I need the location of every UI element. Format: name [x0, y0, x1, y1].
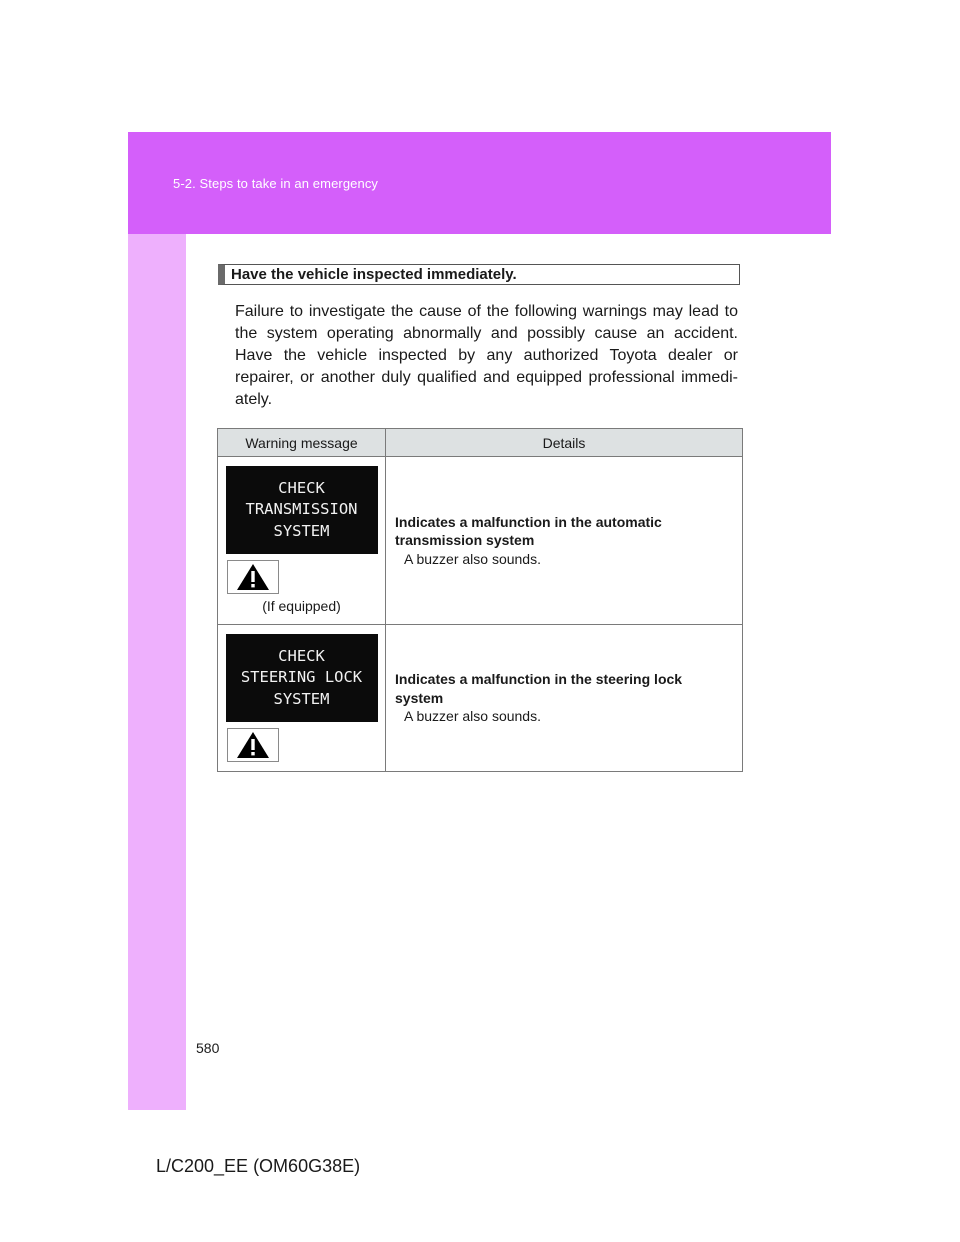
display-message-screen: CHECK TRANSMISSION SYSTEM — [226, 466, 378, 554]
warning-triangle-icon — [227, 560, 279, 594]
warning-message-cell — [218, 625, 386, 772]
equipment-note: (If equipped) — [262, 598, 341, 614]
detail-note: A buzzer also sounds. — [404, 708, 541, 725]
table-header-row — [218, 429, 743, 457]
chapter-header-band — [128, 132, 831, 234]
warning-table — [217, 428, 743, 772]
side-margin-band — [128, 234, 186, 1110]
detail-title: Indicates a malfunction in the automatic transmission system — [395, 513, 662, 549]
column-header-warning-message: Warning message — [218, 429, 386, 457]
table-row — [218, 625, 743, 772]
intro-paragraph: Failure to investigate the cause of the following warnings may lead to the system operating abnormally and possibly cause an accident. Have the vehicle inspected by any authorized Toyota dealer or repairer, or another duly qualified and equipped professional immedi-ately. — [235, 303, 738, 408]
warning-message-cell — [218, 457, 386, 625]
section-heading: Have the vehicle inspected immediately. — [218, 264, 740, 285]
page-number: 580 — [196, 1040, 220, 1056]
detail-note: A buzzer also sounds. — [404, 550, 541, 567]
column-header-details: Details — [386, 429, 743, 457]
warning-triangle-icon — [227, 728, 279, 762]
document-code: L/C200_EE (OM60G38E) — [156, 1156, 361, 1176]
table-row — [218, 457, 743, 625]
details-cell — [386, 625, 743, 772]
detail-title: Indicates a malfunction in the steering lock system — [395, 671, 683, 706]
section-title: 5-2. Steps to take in an emergency — [173, 176, 379, 191]
display-message-screen: CHECK STEERING LOCK SYSTEM — [226, 634, 378, 722]
details-cell — [386, 457, 743, 625]
